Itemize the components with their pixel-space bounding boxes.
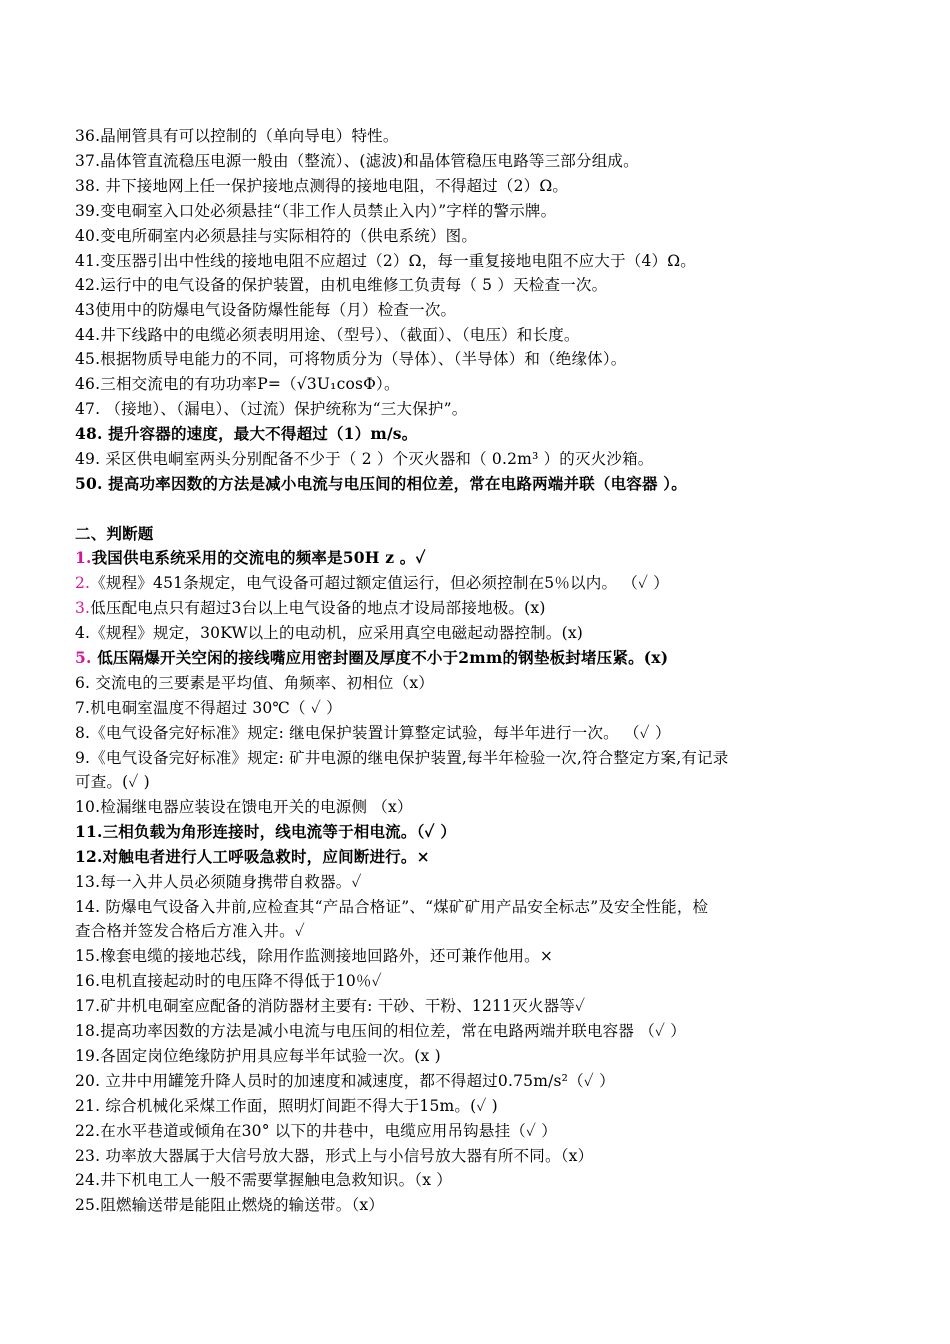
judgment-item xyxy=(75,696,885,721)
item-text: 橡套电缆的接地芯线，除用作监测接地回路外，还可兼作他用。× xyxy=(100,947,554,965)
question-36: 36.晶闸管具有可以控制的（单向导电）特性。 xyxy=(75,127,399,145)
judgment-item xyxy=(75,1019,885,1044)
question-42: 42.运行中的电气设备的保护装置，由机电维修工负责每（ 5 ）天检查一次。 xyxy=(75,276,608,294)
question-47: 47. （接地）、（漏电）、（过流）保护统称为“三大保护”。 xyxy=(75,400,468,418)
item-number: 7. xyxy=(75,699,91,717)
item-number: 17. xyxy=(75,997,101,1015)
item-text: 每一入井人员必须随身携带自救器。✓ xyxy=(100,873,362,891)
item-text: 提高功率因数的方法是减小电流与电压间的相位差，常在电路两端并联电容器 （✓ ） xyxy=(100,1022,686,1040)
item-text: 《电气设备完好标准》规定: 矿井电源的继电保护装置,每半年检验一次,符合整定方案,有记录 xyxy=(90,749,729,767)
item-number: 13. xyxy=(75,873,101,891)
judgment-item xyxy=(75,1193,885,1218)
judgment-item xyxy=(75,795,885,820)
question-37: 37.晶体管直流稳压电源一般由（整流）、(滤波)和晶体管稳压电路等三部分组成。 xyxy=(75,152,639,170)
judgment-item xyxy=(75,845,885,870)
item-text: 各固定岗位绝缘防护用具应每半年试验一次。(x ) xyxy=(100,1047,441,1065)
item-text: 对触电者进行人工呼吸急救时，应间断进行。× xyxy=(102,847,430,866)
item-number: 15. xyxy=(75,947,101,965)
item-text: 防爆电气设备入井前,应检查其“产品合格证”、“煤矿矿用产品安全标志”及安全性能，检 xyxy=(100,898,709,916)
question-46: 46.三相交流电的有功功率P=（√3U₁cosΦ）。 xyxy=(75,375,400,393)
item-number: 11. xyxy=(75,822,103,841)
judgment-item xyxy=(75,994,885,1019)
item-number: 23. xyxy=(75,1147,101,1165)
item-text: 《规程》451条规定，电气设备可超过额定值运行，但必须控制在5％以内。 （✓ ） xyxy=(90,574,670,592)
item-text: 查合格并签发合格后方准入井。✓ xyxy=(75,922,305,940)
item-number: 18. xyxy=(75,1022,101,1040)
item-number: 12. xyxy=(75,847,103,866)
item-number: 19. xyxy=(75,1047,101,1065)
judgment-item xyxy=(75,746,885,771)
item-text: 《规程》规定，30KW以上的电动机，应采用真空电磁起动器控制。(x) xyxy=(90,624,584,642)
judgment-item xyxy=(75,671,885,696)
question-49: 49. 采区供电峒室两头分别配备不少于（ 2 ）个灭火器和（ 0.2m³ ）的灭火沙箱。 xyxy=(75,450,654,468)
judgment-item xyxy=(75,596,885,621)
item-text: 矿井机电硐室应配备的消防器材主要有: 干砂、干粉、1211灭火器等✓ xyxy=(100,997,586,1015)
item-number: 14. xyxy=(75,898,101,916)
judgment-item xyxy=(75,646,885,671)
judgment-item xyxy=(75,944,885,969)
question-40: 40.变电所硐室内必须悬挂与实际相符的（供电系统）图。 xyxy=(75,227,478,245)
judgment-item xyxy=(75,1044,885,1069)
item-text: 三相负载为角形连接时，线电流等于相电流。（✓ ） xyxy=(102,822,457,841)
judgment-item xyxy=(75,546,885,571)
item-text: 低压配电点只有超过3台以上电气设备的地点才设局部接地极。(x) xyxy=(90,599,546,617)
question-45: 45.根据物质导电能力的不同，可将物质分为（导体）、（半导体）和（绝缘体）。 xyxy=(75,350,627,368)
judgment-item xyxy=(75,1069,885,1094)
item-number: 5. xyxy=(75,648,92,667)
item-number: 3. xyxy=(75,599,91,617)
item-number: 22. xyxy=(75,1122,101,1140)
item-number: 16. xyxy=(75,972,101,990)
item-number: 9. xyxy=(75,749,91,767)
judgment-item xyxy=(75,870,885,895)
item-text: 检漏继电器应装设在馈电开关的电源侧 （x） xyxy=(100,798,413,816)
item-number: 6. xyxy=(75,674,91,692)
judgment-item xyxy=(75,621,885,646)
item-number: 24. xyxy=(75,1171,101,1189)
item-text: 电机直接起动时的电压降不得低于10％✓ xyxy=(100,972,382,990)
judgment-item xyxy=(75,1094,885,1119)
judgment-item xyxy=(75,1119,885,1144)
judgment-item xyxy=(75,820,885,845)
item-number: 2. xyxy=(75,574,91,592)
judgment-item xyxy=(75,721,885,746)
judgment-item xyxy=(75,571,885,596)
question-38: 38. 井下接地网上任一保护接地点测得的接地电阻，不得超过（2）Ω。 xyxy=(75,177,569,195)
item-text: 交流电的三要素是平均值、角频率、初相位（x） xyxy=(90,674,434,692)
question-48: 48. 提升容器的速度，最大不得超过（1）m/s。 xyxy=(75,424,418,443)
item-number: 1. xyxy=(75,548,92,567)
question-43: 43使用中的防爆电气设备防爆性能每（月）检查一次。 xyxy=(75,301,457,319)
item-text: 我国供电系统采用的交流电的频率是50H z 。✓ xyxy=(91,548,426,567)
judgment-item xyxy=(75,1144,885,1169)
judgment-item-continued xyxy=(75,919,885,944)
judgment-item xyxy=(75,1168,885,1193)
item-text: 功率放大器属于大信号放大器，形式上与小信号放大器有所不同。（x） xyxy=(100,1147,594,1165)
judgment-item xyxy=(75,895,885,920)
item-text: 立井中用罐笼升降人员时的加速度和减速度，都不得超过0.75m/s²（✓ ） xyxy=(100,1072,615,1090)
item-number: 8. xyxy=(75,724,91,742)
question-44: 44.井下线路中的电缆必须表明用途、（型号）、（截面）、（电压）和长度。 xyxy=(75,326,580,344)
item-text: 《电气设备完好标准》规定: 继电保护装置计算整定试验，每半年进行一次。 （✓ ） xyxy=(90,724,671,742)
item-number: 25. xyxy=(75,1196,101,1214)
section-heading: 二、判断题 xyxy=(75,524,154,543)
question-39: 39.变电硐室入口处必须悬挂“（非工作人员禁止入内）”字样的警示牌。 xyxy=(75,202,557,220)
judgment-item-continued xyxy=(75,770,885,795)
item-text: 综合机械化采煤工作面，照明灯间距不得大于15m。(✓ ) xyxy=(100,1097,498,1115)
item-text: 可查。(✓ ) xyxy=(75,773,150,791)
item-text: 阻燃输送带是能阻止燃烧的输送带。（x） xyxy=(100,1196,385,1214)
question-50: 50. 提高功率因数的方法是减小电流与电压间的相位差，常在电路两端并联（电容器 ）。 xyxy=(75,474,687,493)
judgment-item xyxy=(75,969,885,994)
item-text: 井下机电工人一般不需要掌握触电急救知识。（x ） xyxy=(100,1171,452,1189)
item-text: 在水平巷道或倾角在30° 以下的井巷中，电缆应用吊钩悬挂（✓ ） xyxy=(100,1122,557,1140)
item-number: 21. xyxy=(75,1097,101,1115)
item-number: 4. xyxy=(75,624,91,642)
item-text: 低压隔爆开关空闲的接线嘴应用密封圈及厚度不小于2mm的钢垫板封堵压紧。(x) xyxy=(91,648,669,667)
item-text: 机电硐室温度不得超过 30℃（ ✓ ） xyxy=(90,699,342,717)
question-41: 41.变压器引出中性线的接地电阻不应超过（2）Ω，每一重复接地电阻不应大于（4）Ω。 xyxy=(75,252,696,270)
item-number: 20. xyxy=(75,1072,101,1090)
item-number: 10. xyxy=(75,798,101,816)
